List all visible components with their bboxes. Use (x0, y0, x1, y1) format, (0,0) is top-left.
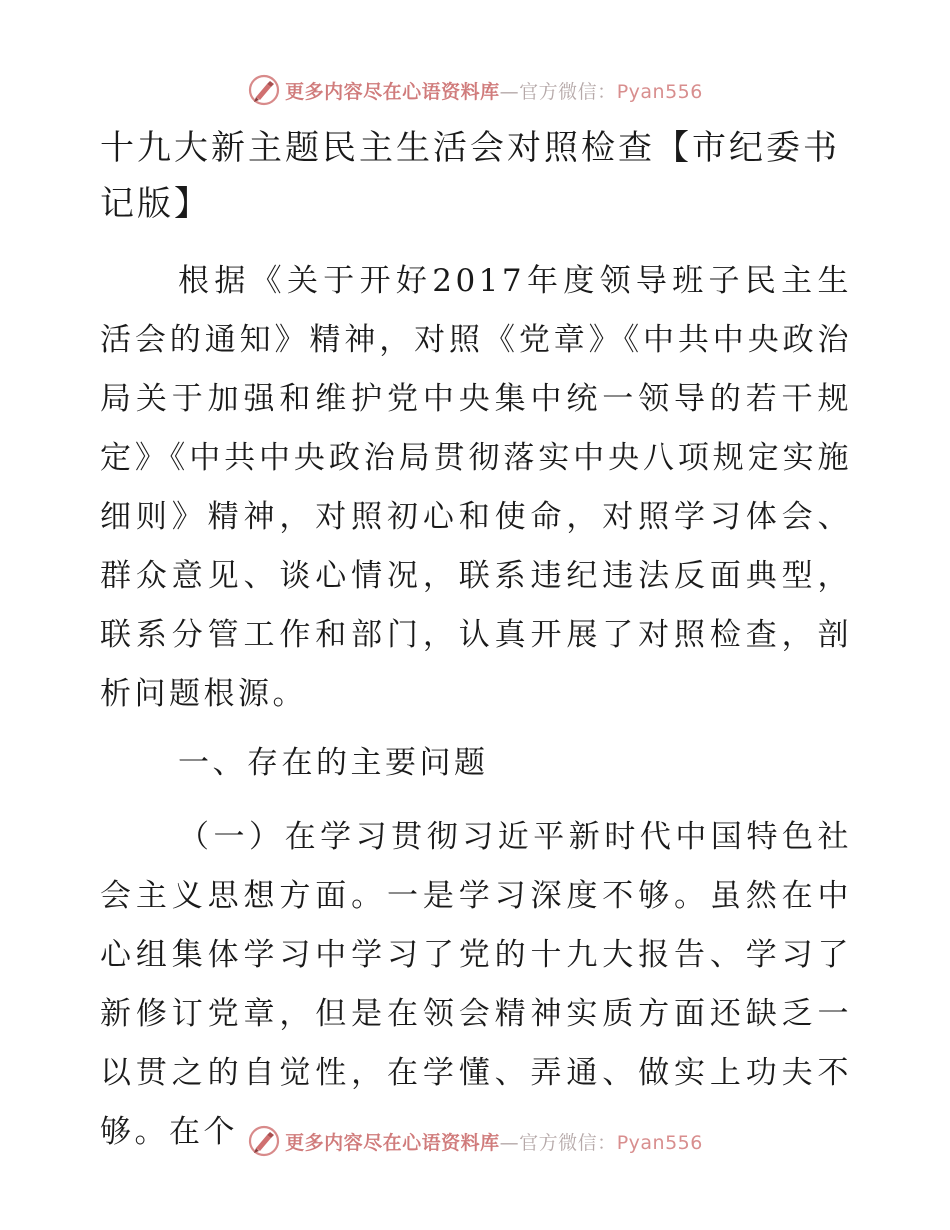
paragraph-intro: 根据《关于开好2017年度领导班子民主生活会的通知》精神，对照《党章》《中共中央政治局关于加强和维护党中央集中统一领导的若干规定》《中共中央政治局贯彻落实中央八项规定实施细则》精神，对照初心和使命，对照学习体会、群众意见、谈心情况，联系违纪违法反面典型，联系分管工作和部门，认真开展了对照检查，剖析问题根源。 (100, 263, 852, 712)
document-title: 十九大新主题民主生活会对照检查【市纪委书记版】 (100, 128, 840, 224)
watermark-brand: 更多内容尽在心语资料库 (285, 80, 500, 103)
paragraph-problem-1: （一）在学习贯彻习近平新时代中国特色社会主义思想方面。一是学习深度不够。虽然在中心组集体学习中学习了党的十九大报告、学习了新修订党章，但是在领会精神实质方面还缺乏一以贯之的自觉性，在学懂、弄通、做实上功夫不够。在个 (100, 819, 852, 1150)
pen-logo-icon (247, 1124, 281, 1158)
watermark-wechat-id: Pyan556 (616, 1131, 703, 1154)
watermark-wechat-id: Pyan556 (616, 80, 703, 103)
watermark-text (285, 77, 703, 104)
watermark-brand: 更多内容尽在心语资料库 (285, 1131, 500, 1154)
watermark-wechat-label: 官方微信： (519, 1131, 617, 1154)
pen-logo-icon (247, 73, 281, 107)
section-heading: 一、存在的主要问题 (178, 745, 489, 781)
watermark-wechat-label: 官方微信： (519, 80, 617, 103)
watermark-header (0, 70, 950, 110)
watermark-dash: — (499, 80, 520, 103)
watermark-footer (0, 1121, 950, 1161)
watermark-dash: — (499, 1131, 520, 1154)
watermark-text (285, 1128, 703, 1155)
